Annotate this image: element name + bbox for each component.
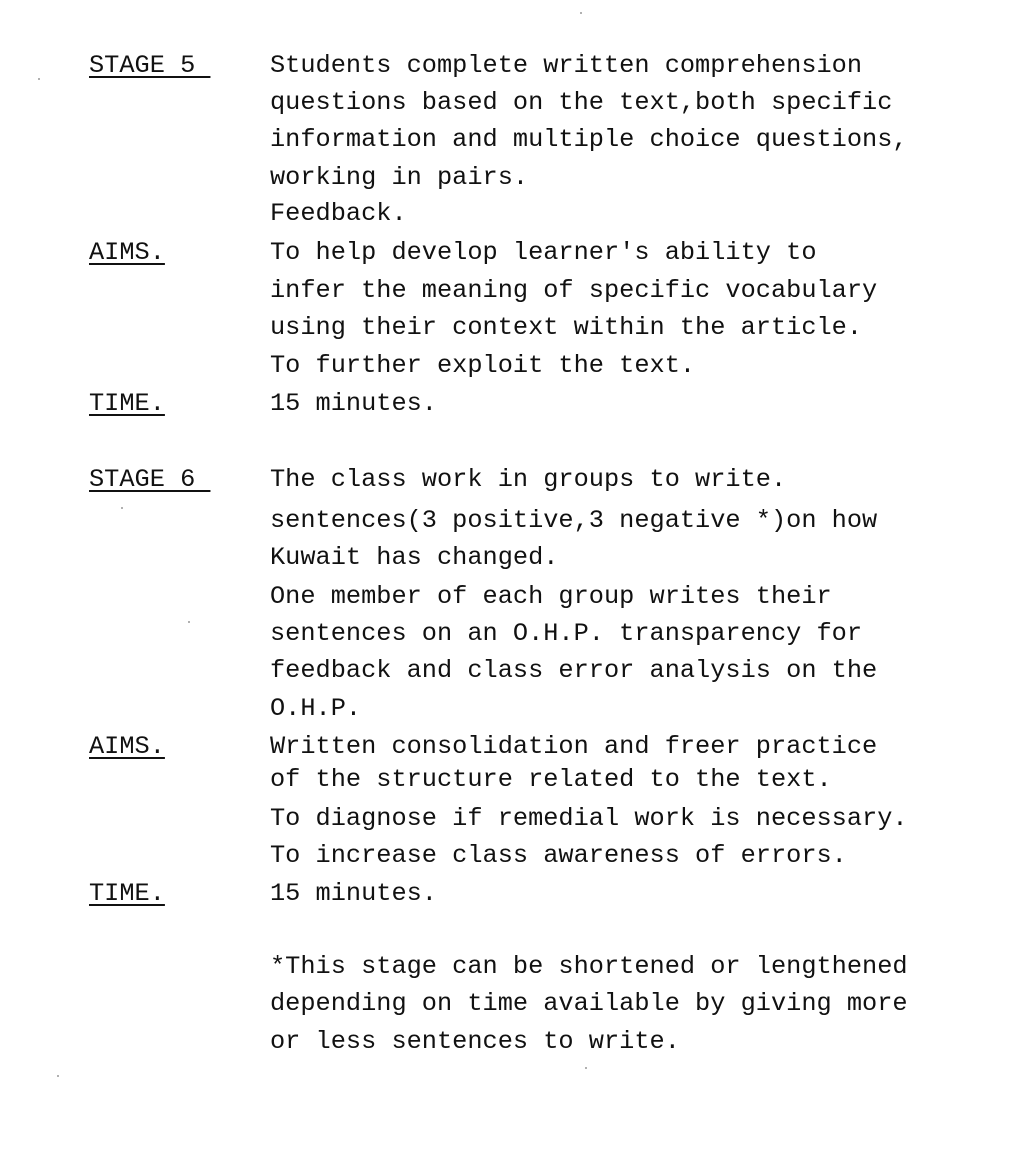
footnote-line: or less sentences to write. [270, 1027, 680, 1056]
stage-5-aims-label: AIMS. [89, 238, 165, 267]
stage-6-time-value: 15 minutes. [270, 879, 437, 908]
scan-speck [585, 1067, 587, 1069]
stage-5-time-value: 15 minutes. [270, 389, 437, 418]
stage-5-line: working in pairs. [270, 163, 529, 192]
stage-5-line: Students complete written comprehension [270, 51, 863, 80]
stage-5-aims-line: To help develop learner's ability to [270, 238, 817, 267]
footnote-line: depending on time available by giving more [270, 989, 908, 1018]
stage-6-aims-label: AIMS. [89, 732, 165, 761]
stage-6-aims-line: To increase class awareness of errors. [270, 841, 847, 870]
stage-6-line: The class work in groups to write. [270, 465, 787, 494]
stage-5-line: information and multiple choice questions, [270, 125, 908, 154]
stage-6-aims-line: of the structure related to the text. [270, 765, 832, 794]
stage-6-line: feedback and class error analysis on the [270, 656, 878, 685]
stage-5-label: STAGE 5 [89, 51, 211, 80]
stage-5-aims-line: using their context within the article. [270, 313, 863, 342]
scan-speck [121, 507, 123, 509]
stage-6-time-label: TIME. [89, 879, 165, 908]
scan-speck [188, 621, 190, 623]
stage-5-line: questions based on the text,both specific [270, 88, 893, 117]
scan-speck [57, 1075, 59, 1077]
footnote-line: *This stage can be shortened or lengthened [270, 952, 908, 981]
scan-speck [38, 78, 40, 80]
scan-speck [580, 12, 582, 14]
stage-6-aims-line: Written consolidation and freer practice [270, 732, 878, 761]
stage-5-time-label: TIME. [89, 389, 165, 418]
stage-5-aims-line: infer the meaning of specific vocabulary [270, 276, 878, 305]
stage-6-line: sentences on an O.H.P. transparency for [270, 619, 863, 648]
stage-6-aims-line: To diagnose if remedial work is necessary. [270, 804, 908, 833]
stage-6-line: O.H.P. [270, 694, 362, 723]
stage-5-line: Feedback. [270, 199, 407, 228]
stage-6-line: sentences(3 positive,3 negative *)on how [270, 506, 878, 535]
stage-6-label: STAGE 6 [89, 465, 211, 494]
stage-6-line: Kuwait has changed. [270, 543, 559, 572]
stage-6-line: One member of each group writes their [270, 582, 832, 611]
stage-5-aims-line: To further exploit the text. [270, 351, 696, 380]
